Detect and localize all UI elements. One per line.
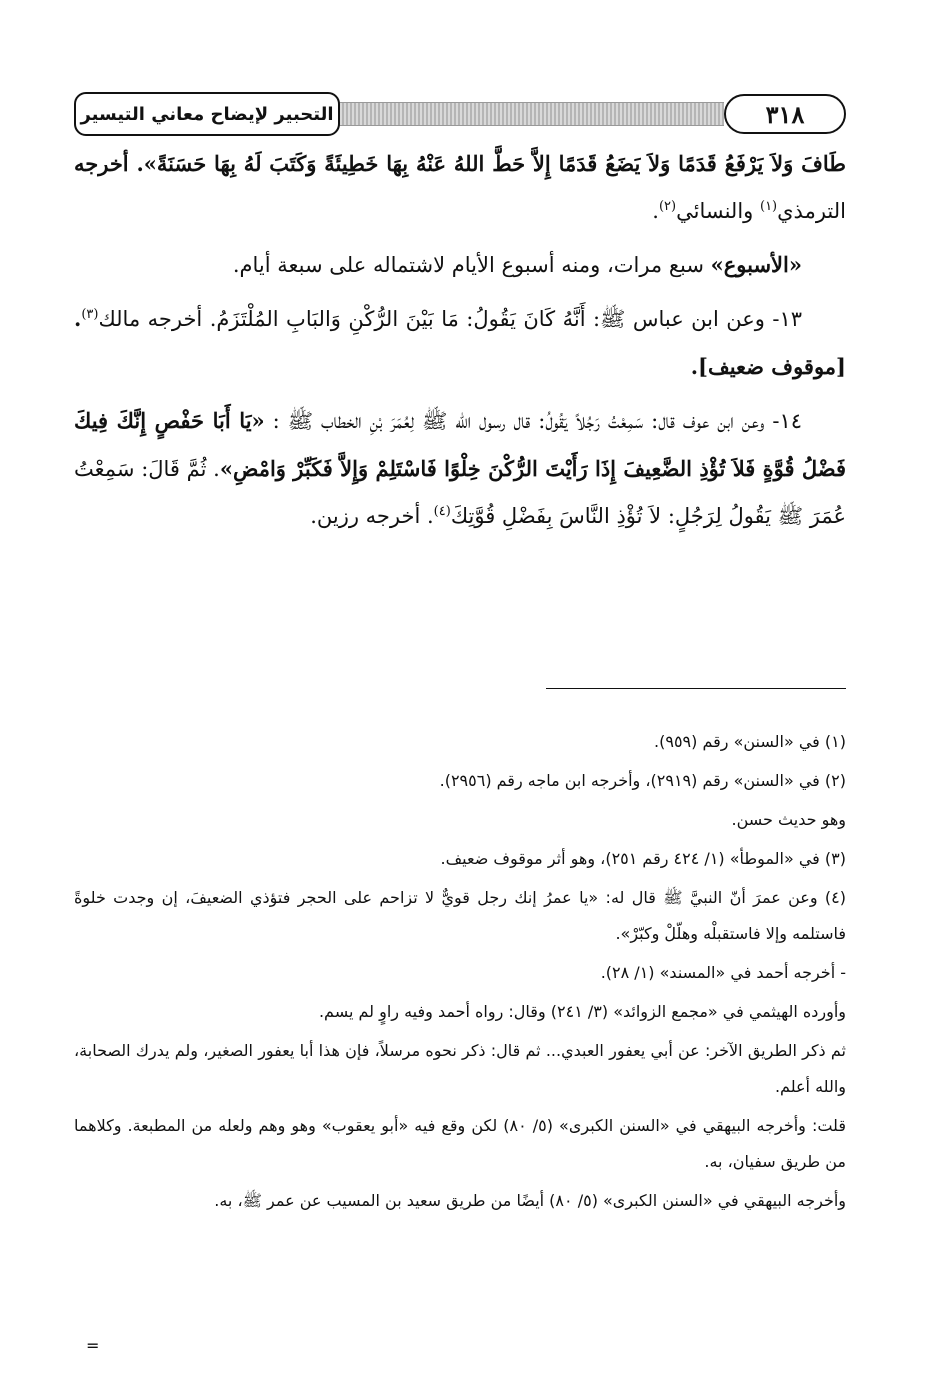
paragraph-4	[74, 397, 846, 540]
footnote-3: (٣) في «الموطأ» (١/ ٤٢٤ رقم ٢٥١)، وهو أثر موقوف ضعيف.	[440, 849, 846, 868]
main-text	[74, 140, 846, 540]
source-nasai: والنسائي	[676, 199, 760, 223]
source-tirmidhi: الترمذي	[777, 199, 846, 223]
hadith-14-source: . أخرجه رزين.	[310, 504, 434, 528]
footnote-ref-1[interactable]: (١)	[759, 199, 778, 214]
hadith-text: طَافَ وَلاَ يَرْفَعُ قَدَمًا وَلاَ يَضَعُ قَدَمًا إِلاَّ حَطَّ اللهُ عَنْهُ بِهَا خَطِيئَةً وَكَتَبَ لَهُ بِهَا حَسَنَةً». أخرجه	[74, 151, 846, 176]
page-number: ٣١٨	[724, 94, 846, 134]
footnote-1: (١) في «السنن» رقم (٩٥٩).	[654, 732, 846, 751]
grading: . [موقوف ضعيف].	[74, 306, 846, 379]
footnote-separator	[546, 688, 846, 689]
continuation-mark: =	[86, 1336, 100, 1355]
footnote-4-other-route: ثم ذكر الطريق الآخر: عن أبي يعفور العبدي... ثم قال: ذكر نحوه مرسلاً، فإن هذا أبا يعفور الصغير، ولم يدرك الصحابة، والله أعلم.	[74, 1041, 846, 1096]
paragraph-2	[74, 241, 846, 289]
footnote-4-haythami: وأورده الهيثمي في «مجمع الزوائد» (٣/ ٢٤١) وقال: رواه أحمد وفيه راوٍ لم يسم.	[318, 1002, 846, 1021]
footnote-4-bayhaqi-2: وأخرجه البيهقي في «السنن الكبرى» (٥/ ٨٠) أيضًا من طريق سعيد بن المسيب عن عمر ﷺ، به.	[214, 1191, 846, 1210]
footnote-ref-4[interactable]: (٤)	[433, 504, 451, 519]
footnote-2-note: وهو حديث حسن.	[731, 810, 846, 829]
hadith-14-intro: ١٤- وعن ابن عوف قال: سَمِعْتُ رَجُلاً يَقُولُ: قال رسول الله ﷺ لِعُمَرَ بْنِ الخطاب ﷺ :	[264, 409, 802, 433]
footnote-2: (٢) في «السنن» رقم (٢٩١٩)، وأخرجه ابن ماجه رقم (٢٩٥٦).	[439, 771, 846, 790]
footnote-ref-3[interactable]: (٣)	[81, 307, 99, 322]
definition: سبع مرات، ومنه أسبوع الأيام لاشتماله على سبعة أيام.	[232, 253, 711, 277]
hadith-13: ١٣- وعن ابن عباس ﷺ: أَنَّهُ كَانَ يَقُولُ: مَا بَيْنَ الرُّكْنِ وَالبَابِ المُلْتَزَمُ. أخرجه مالك	[98, 307, 802, 331]
book-title: التحبير لإيضاح معاني التيسير	[74, 92, 340, 136]
defined-term: «الأسبوع»	[710, 252, 802, 277]
running-header	[74, 92, 846, 136]
hadith-14-rest: . ثُمَّ قَالَ: سَمِعْتُ عُمَرَ ﷺ يَقُولُ لِرَجُلٍ: لاَ تُؤْذِ النَّاسَ بِفَضْلِ قُوَّتِكَ	[74, 457, 846, 528]
period: .	[652, 199, 659, 223]
header-decor-bar	[334, 102, 724, 126]
paragraph-3	[74, 295, 846, 391]
footnote-4: (٤) وعن عمرَ أنّ النبيَّ ﷺ قال له: «يا عمرُ إنك رجل قويٌّ لا تزاحم على الحجر فتؤذي الضعيفَ، إن وجدت خلوةً فاستلمه وإلا فاستقبلْه وهلّلْ وكبّرْ».	[74, 888, 846, 943]
footnote-4-ahmad: - أخرجه أحمد في «المسند» (١/ ٢٨).	[600, 963, 846, 982]
footnote-ref-2[interactable]: (٢)	[658, 199, 677, 214]
footnotes	[74, 724, 846, 1219]
hadith-14-quote: «يَا أَبَا حَفْصٍ إِنَّكَ فِيكَ فَضْلُ قُوَّةٍ فَلاَ تُؤْذِ الضَّعِيفَ إِذَا رَأَيْتَ الرُّكْنَ خِلْوًا فَاسْتَلِمْ وَإِلاَّ فَكَبِّرْ وَامْضِ»	[74, 408, 847, 481]
footnote-4-bayhaqi-1: قلت: وأخرجه البيهقي في «السنن الكبرى» (٥/ ٨٠) لكن وقع فيه «أبو يعقوب» وهو وهم ولعله من المطبعة. وكلاهما من طريق سفيان، به.	[74, 1116, 847, 1171]
paragraph-1	[74, 140, 846, 235]
